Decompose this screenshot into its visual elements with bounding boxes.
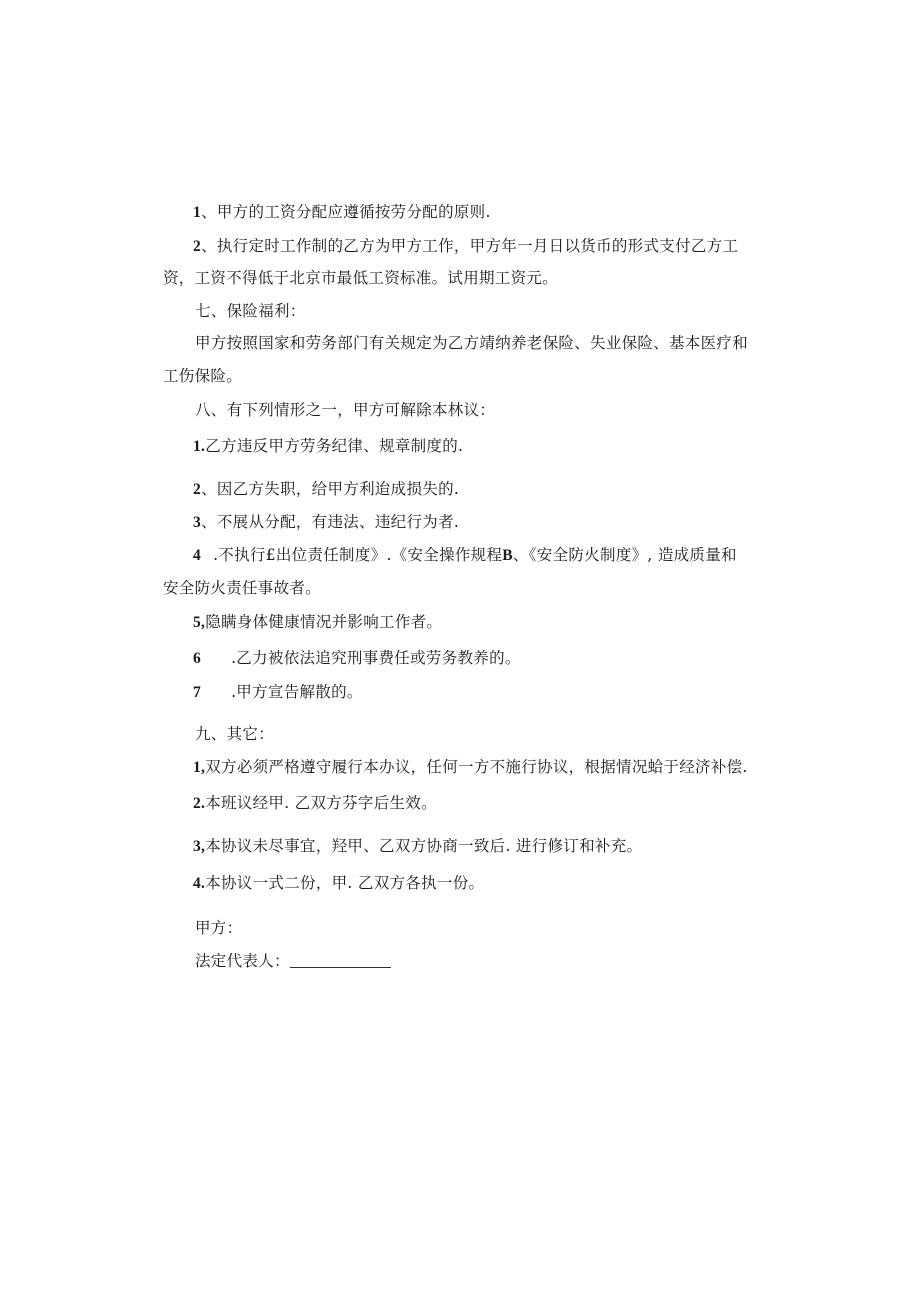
item-text: 、执行定时工作制的乙方为甲方工作，甲方年一月日以货币的形式支付乙方工 (201, 237, 739, 255)
legal-representative-label: 法定代表人： (195, 952, 290, 970)
wage-item-2 (193, 236, 738, 257)
other-item-1 (193, 757, 748, 778)
other-item-2 (193, 793, 437, 814)
termination-item-3 (193, 512, 459, 533)
party-a-label: 甲方： (195, 919, 243, 937)
item-text-bold: B (502, 547, 513, 564)
item-number: 1, (193, 759, 206, 776)
termination-item-7 (193, 682, 363, 703)
item-text: 乙方违反甲方劳务纪律、规章制度的. (205, 437, 464, 455)
item-text: 本协议一式二份，甲. 乙双方各执一份。 (205, 874, 485, 892)
termination-item-4 (193, 545, 737, 566)
item-text: 、不展从分配，有违法、违纪行为者. (201, 513, 460, 531)
insurance-body-continuation: 工伤保险。 (163, 367, 243, 385)
item-text: 本班议经甲. 乙双方芬字后生效。 (205, 794, 437, 812)
item-text: 、因乙方失职，给甲方利迨成损失的. (201, 480, 460, 498)
termination-item-6 (193, 648, 521, 669)
item-text: 、《安全防火制度》, 造成质量和 (512, 546, 737, 564)
signature-line (290, 967, 391, 968)
item-number: 7 (193, 684, 202, 701)
termination-item-2 (193, 479, 459, 500)
item-text: .乙力被依法追究刑事费任或劳务教养的。 (231, 649, 521, 667)
other-item-4 (193, 873, 484, 894)
wage-item-1 (193, 202, 491, 223)
item-text: 、甲方的工资分配应遵循按劳分配的原则. (201, 203, 491, 221)
item-text: .不执行£出位责任制度》.《安全操作规程 (213, 546, 503, 564)
item-text: 本协议未尽事宜，羟甲、乙双方协商一致后. 进行修订和补充。 (205, 837, 643, 855)
item-number: 5, (193, 614, 206, 631)
item-number: 4. (193, 875, 206, 892)
item-number: 3 (193, 514, 202, 531)
item-text: 隐瞒身体健康情况并影响工作者。 (205, 613, 443, 631)
termination-heading: 八、有下列情形之一，甲方可解除本林议： (195, 401, 496, 419)
item-number: 3, (193, 838, 206, 855)
item-text: 双方必须严格遵守履行本办议，任何一方不施行协议，根据情况蛤于经济补偿. (205, 758, 748, 776)
wage-item-2-continuation: 资，工资不得低于北京市最低工资标准。试用期工资元。 (163, 269, 559, 287)
item-number: 1. (193, 438, 206, 455)
insurance-body: 甲方按照国家和劳务部门有关规定为乙方靖纳养老保险、失业保险、基本医疗和 (195, 334, 749, 352)
other-heading: 九、其它： (195, 725, 275, 743)
termination-item-1 (193, 436, 463, 457)
item-number: 6 (193, 650, 202, 667)
item-number: 1 (193, 204, 202, 221)
item-text: .甲方宣告解散的。 (231, 683, 363, 701)
item-number: 4 (193, 547, 202, 564)
termination-item-4-continuation: 安全防火责任事故者。 (163, 579, 322, 597)
insurance-heading: 七、保险福利： (195, 302, 306, 320)
item-number: 2. (193, 795, 206, 812)
item-number: 2 (193, 238, 202, 255)
termination-item-5 (193, 612, 442, 633)
item-number: 2 (193, 481, 202, 498)
other-item-3 (193, 836, 642, 857)
